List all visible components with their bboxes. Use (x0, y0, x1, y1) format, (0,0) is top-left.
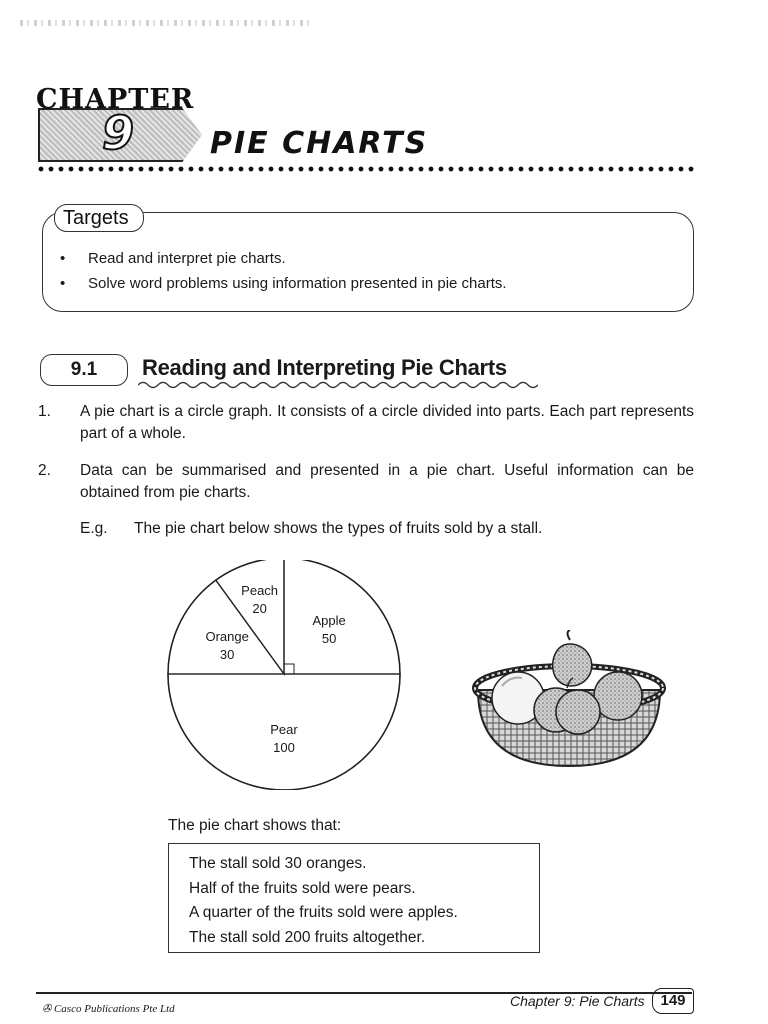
paragraph-number: 2. (38, 462, 51, 479)
target-text: Read and interpret pie charts. (88, 250, 286, 267)
pie-chart (160, 560, 410, 790)
paragraph-text: A pie chart is a circle graph. It consists of a circle divided into parts. Each part represents part of a whole. (80, 403, 694, 442)
paragraph-text: Data can be summarised and presented in a pie chart. Useful information can be obtained from pie charts. (80, 462, 694, 501)
paragraph (38, 460, 694, 504)
target-text: Solve word problems using information presented in pie charts. (88, 275, 507, 292)
summary-line: The stall sold 30 oranges. (189, 855, 367, 872)
example-label: E.g. (80, 520, 108, 537)
pie-label-value: 20 (252, 600, 267, 616)
chapter-label: CHAPTER (36, 84, 195, 115)
bullet: • (60, 250, 66, 267)
pie-label-value: 100 (273, 739, 295, 755)
pie-label-value: 30 (219, 647, 235, 663)
pie-label-category: Peach (241, 582, 279, 598)
fruit-basket-illustration (466, 630, 672, 770)
publisher-logo-icon: ✇ (42, 1003, 54, 1015)
summary-line: The stall sold 200 fruits altogether. (189, 928, 426, 946)
dotted-divider (36, 164, 698, 174)
bullet: • (60, 275, 66, 292)
target-item (60, 275, 507, 292)
summary-line: A quarter of the fruits sold were apples. (189, 904, 458, 921)
summary-box (168, 843, 540, 953)
paragraph-number: 1. (38, 403, 51, 420)
targets-heading: Targets (54, 204, 144, 232)
scan-artifact (20, 20, 310, 26)
example-text: The pie chart below shows the types of fruits sold by a stall. (134, 520, 543, 537)
footer-publisher (42, 1002, 175, 1015)
pie-label-category: Apple (312, 612, 346, 628)
pie-label-value: 50 (321, 630, 337, 646)
paragraph (38, 401, 694, 445)
page-number: 149 (652, 988, 694, 1014)
squiggle-underline (138, 380, 538, 390)
target-item (60, 250, 286, 267)
summary-intro: The pie chart shows that: (168, 817, 342, 834)
section-number: 9.1 (40, 354, 128, 386)
pie-label-category: Orange (205, 629, 249, 645)
chapter-title: PIE CHARTS (210, 126, 429, 161)
example-line (80, 520, 542, 538)
pie-label-category: Pear (270, 721, 298, 737)
summary-line: Half of the fruits sold were pears. (189, 879, 416, 897)
chapter-number: 9 (101, 106, 134, 160)
fruits (492, 630, 642, 734)
publisher-name: Casco Publications Pte Ltd (53, 1003, 175, 1015)
section-title: Reading and Interpreting Pie Charts (142, 355, 507, 380)
footer-chapter-ref: Chapter 9: Pie Charts (510, 993, 645, 1009)
